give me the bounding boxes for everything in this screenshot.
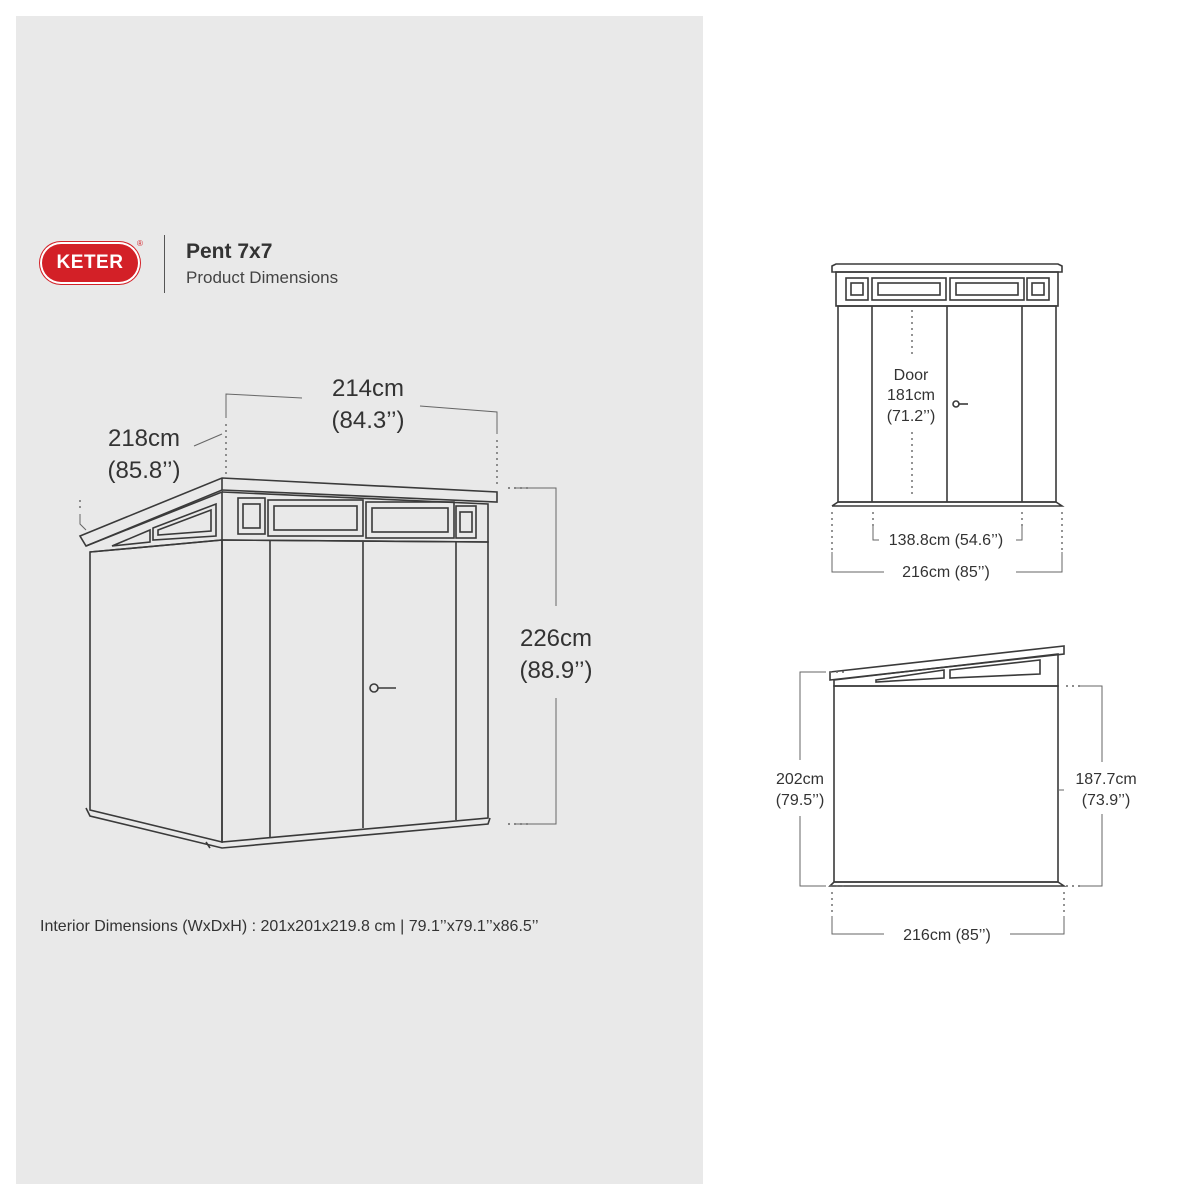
- side-view-shed: [830, 646, 1064, 886]
- perspective-width-in: (84.3’’): [331, 407, 405, 434]
- registered-mark: ®: [137, 239, 143, 248]
- side-front-height-in: (79.5’’): [775, 792, 825, 809]
- side-back-height-cm: 187.7cm: [1075, 771, 1137, 788]
- front-door-height-cm: 181cm: [886, 387, 936, 404]
- front-door-height-in: (71.2’’): [886, 408, 936, 425]
- side-back-height-in: (73.9’’): [1081, 792, 1131, 809]
- interior-dimensions: Interior Dimensions (WxDxH) : 201x201x219.8 cm | 79.1’’x79.1’’x86.5’’: [40, 918, 539, 935]
- perspective-depth-cm: 218cm: [107, 425, 181, 452]
- side-front-height-cm: 202cm: [775, 771, 825, 788]
- side-view-dimensions: [800, 672, 1102, 934]
- perspective-height-cm: 226cm: [519, 625, 593, 652]
- perspective-depth-in: (85.8’’): [107, 457, 181, 484]
- front-total-width: 216cm (85’’): [902, 564, 990, 581]
- perspective-width-cm: 214cm: [331, 375, 405, 402]
- side-total-width: 216cm (85’’): [903, 927, 991, 944]
- perspective-shed: [80, 478, 497, 848]
- perspective-side-wall: [90, 540, 222, 842]
- front-door-label: Door: [893, 367, 929, 384]
- product-subtitle: Product Dimensions: [186, 268, 339, 287]
- perspective-front-wall: [222, 540, 488, 842]
- front-door-width: 138.8cm (54.6’’): [888, 532, 1004, 549]
- product-title: Pent 7x7: [186, 240, 273, 263]
- keter-logo-text: KETER: [56, 252, 124, 273]
- front-view-shed: [832, 264, 1062, 506]
- perspective-height-in: (88.9’’): [519, 657, 593, 684]
